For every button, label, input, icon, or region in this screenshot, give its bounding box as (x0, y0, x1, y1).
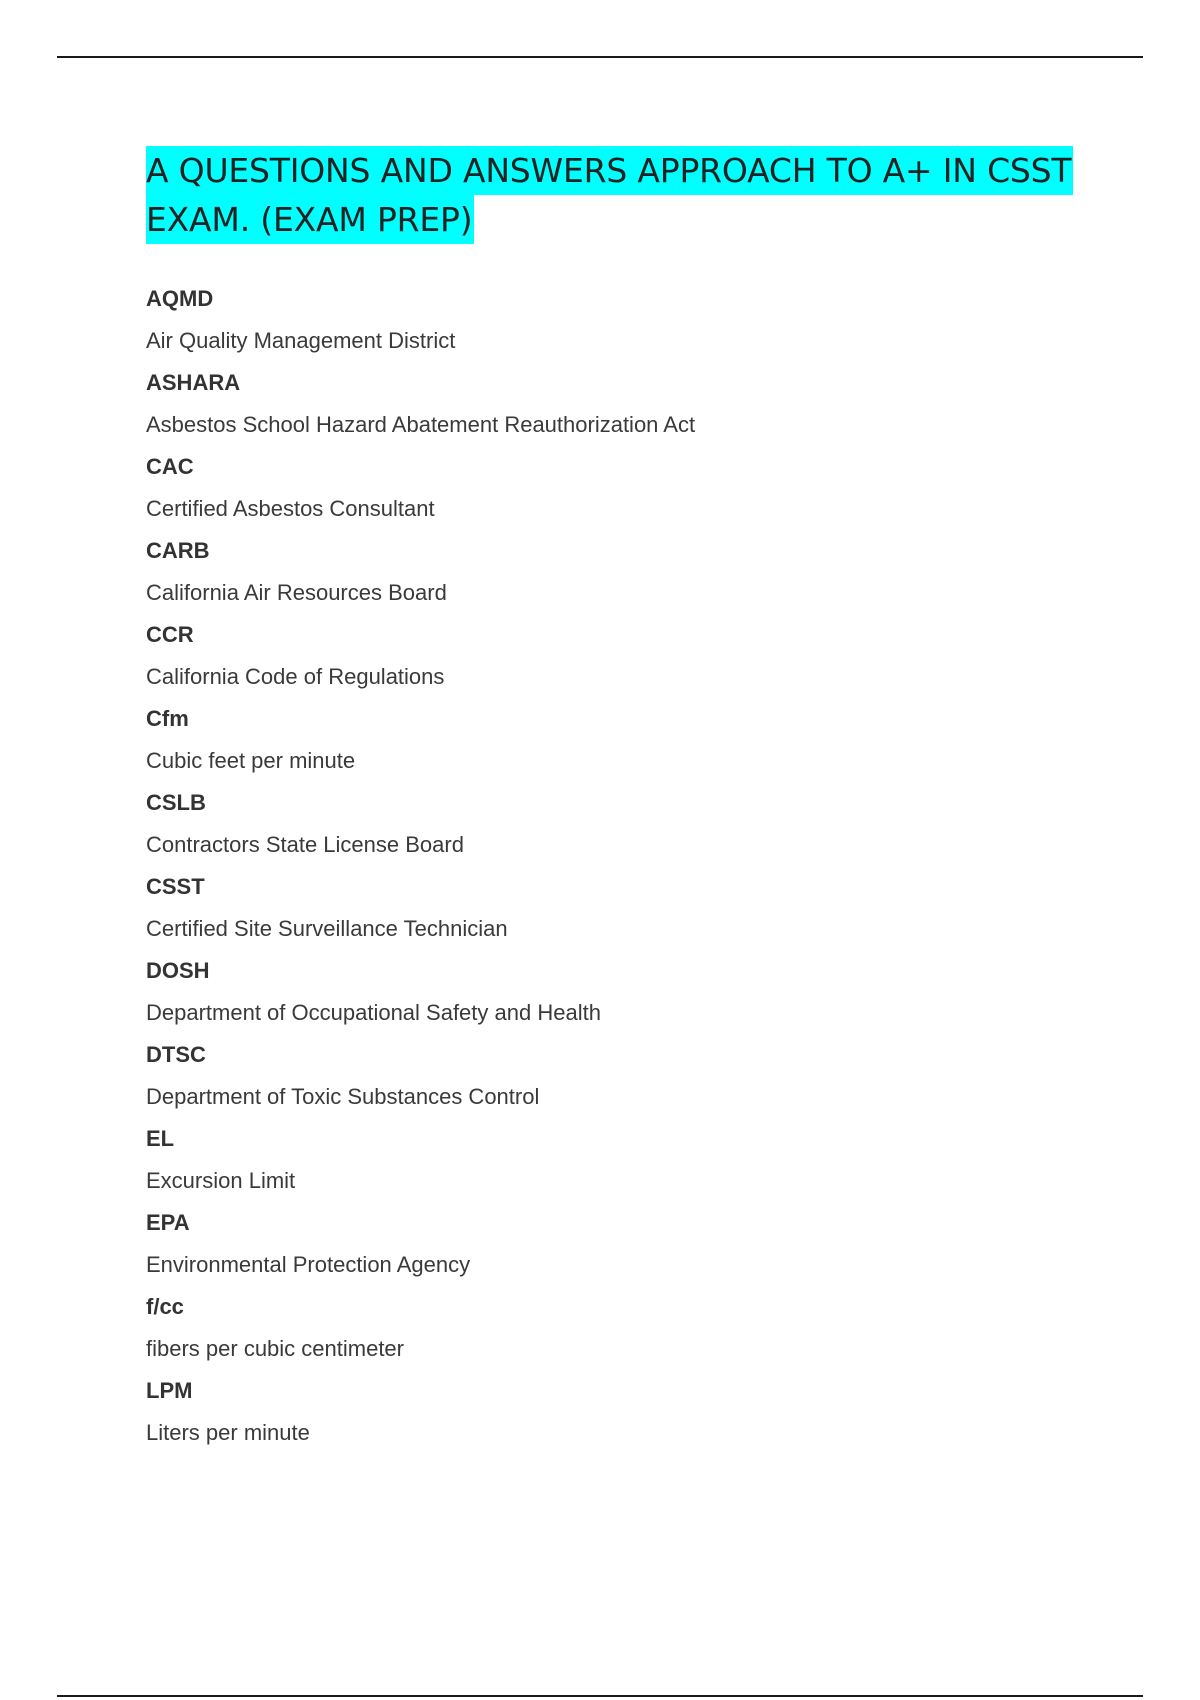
glossary-term: LPM (146, 1378, 193, 1403)
glossary-definition: Certified Asbestos Consultant (146, 496, 435, 521)
glossary-entry (146, 1202, 1046, 1286)
glossary-term: AQMD (146, 286, 214, 311)
glossary-entry (146, 1034, 1046, 1118)
glossary-term: EL (146, 1126, 175, 1151)
document-title (146, 146, 1076, 244)
glossary-definition: Cubic feet per minute (146, 748, 356, 773)
glossary-definition: California Air Resources Board (146, 580, 447, 605)
title-line-2: EXAM. (EXAM PREP) (146, 195, 474, 244)
glossary-definition: Excursion Limit (146, 1168, 296, 1193)
glossary-entry (146, 1118, 1046, 1202)
glossary-term: CSLB (146, 790, 206, 815)
glossary-definition: Department of Occupational Safety and Health (146, 1000, 601, 1025)
glossary-entry (146, 1370, 1046, 1454)
glossary-term: EPA (146, 1210, 190, 1235)
glossary-entry (146, 278, 1046, 362)
glossary-entry (146, 698, 1046, 782)
glossary-term: f/cc (146, 1294, 184, 1319)
glossary-term: Cfm (146, 706, 189, 731)
glossary-term: CSST (146, 874, 205, 899)
glossary-definition: California Code of Regulations (146, 664, 445, 689)
glossary-definition: Air Quality Management District (146, 328, 456, 353)
glossary-entry (146, 866, 1046, 950)
glossary-entry (146, 446, 1046, 530)
glossary-definition: Asbestos School Hazard Abatement Reauthorization Act (146, 412, 696, 437)
title-line-1: A QUESTIONS AND ANSWERS APPROACH TO A+ IN CSST (146, 146, 1073, 195)
glossary-definition: Department of Toxic Substances Control (146, 1084, 540, 1109)
glossary-entry (146, 950, 1046, 1034)
header-rule (57, 56, 1143, 58)
glossary-entry (146, 614, 1046, 698)
glossary-entry (146, 530, 1046, 614)
glossary-term: DOSH (146, 958, 210, 983)
glossary-definition: fibers per cubic centimeter (146, 1336, 404, 1361)
glossary-entry (146, 1286, 1046, 1370)
glossary-term: ASHARA (146, 370, 241, 395)
glossary-term: DTSC (146, 1042, 206, 1067)
glossary-definition: Contractors State License Board (146, 832, 464, 857)
glossary-definition: Liters per minute (146, 1420, 310, 1445)
glossary-definition: Environmental Protection Agency (146, 1252, 471, 1277)
footer-rule (57, 1695, 1143, 1697)
glossary-entry (146, 782, 1046, 866)
glossary-list (146, 278, 1046, 1454)
glossary-entry (146, 362, 1046, 446)
glossary-term: CARB (146, 538, 210, 563)
glossary-term: CCR (146, 622, 194, 647)
glossary-definition: Certified Site Surveillance Technician (146, 916, 508, 941)
glossary-term: CAC (146, 454, 194, 479)
